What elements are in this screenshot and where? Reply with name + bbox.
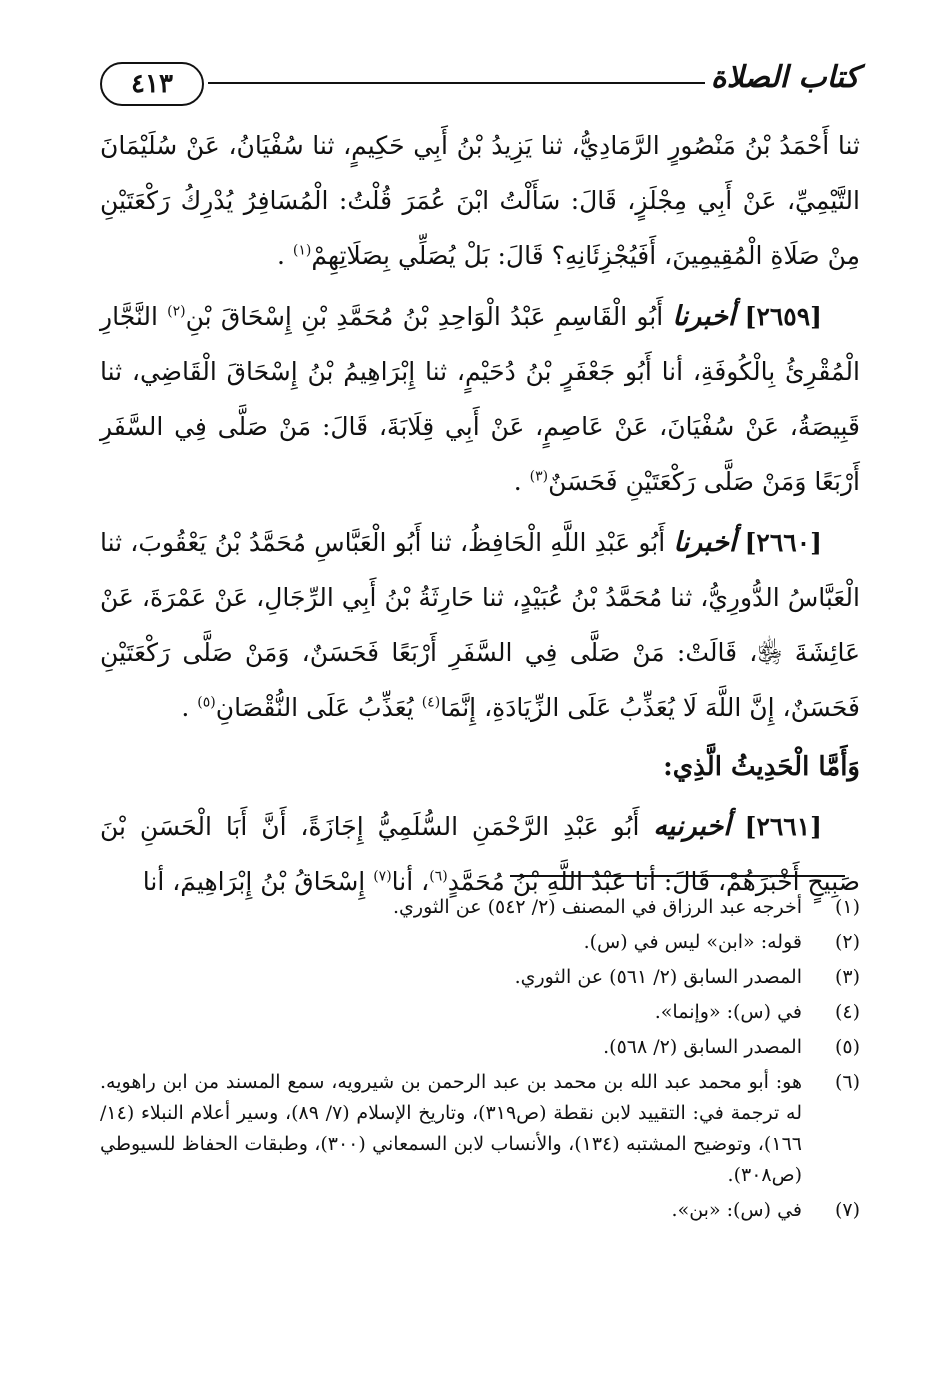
- page-number: ٤١٣: [100, 62, 204, 106]
- paragraph-text: ثنا أَحْمَدُ بْنُ مَنْصُورٍ الرَّمَادِيُّ، ثنا يَزِيدُ بْنُ أَبِي حَكِيمٍ، ثنا سُفْيَانُ، عَنْ سُلَيْمَانَ التَّيْمِيِّ، عَنْ أَبِي مِجْلَزٍ، قَالَ: سَأَلْتُ ابْنَ عُمَرَ قُلْتُ: الْمُسَافِرُ يُدْرِكُ رَكْعَتَيْنِ مِنْ صَلَاةِ الْمُقِيمِينَ، أَفَيُجْزِئَانِهِ؟ قَالَ: بَلْ يُصَلِّي بِصَلَاتِهِمْ: [100, 131, 860, 270]
- footnote-ref: (٢): [167, 303, 186, 320]
- footnote: [100, 1032, 860, 1063]
- paragraph-text: يُعَذِّبُ عَلَى النُّقْصَانِ: [215, 693, 414, 722]
- footnote-text: قوله: «ابن» ليس في (س).: [583, 931, 802, 953]
- footnote-text: هو: أبو محمد عبد الله بن محمد بن عبد الرحمن بن شيرويه، سمع المسند من ابن راهويه. له ترجمة في: التقييد لابن نقطة (ص٣١٩)، وتاريخ الإسلام (٧/ ٨٩)، وسير أعلام النبلاء (١٤/ ١٦٦)، وتوضيح المشتبه (١٣٤)، والأنساب لابن السمعاني (٣٠٠)، وطبقات الحفاظ للسيوطي (ص٣٠٨).: [100, 1071, 802, 1186]
- footnote-text: في (س): «وإنما».: [654, 1001, 802, 1023]
- hadith-number: [٢٦٥٩]: [744, 302, 823, 331]
- footnote-ref: (٥): [197, 694, 216, 711]
- paragraph-text: أَبُو عَبْدِ اللَّهِ الْحَافِظُ، ثنا أَبُو الْعَبَّاسِ مُحَمَّدُ بْنُ يَعْقُوبَ، ثنا الْعَبَّاسُ الدُّورِيُّ، ثنا مُحَمَّدُ بْنُ عُبَيْدٍ، ثنا حَارِثَةُ بْنُ أَبِي الرِّجَالِ، عَنْ عَمْرَةَ، عَنْ عَائِشَةَ ﵂، قَالَتْ: مَنْ صَلَّى فِي السَّفَرِ أَرْبَعًا فَحَسَنٌ، وَمَنْ صَلَّى رَكْعَتَيْنِ فَحَسَنٌ، إِنَّ اللَّهَ لَا يُعَذِّبُ عَلَى الزِّيَادَةِ، إِنَّمَا: [100, 528, 860, 722]
- transmission-formula: أخبرنا: [673, 527, 737, 558]
- section-heading: وَأَمَّا الْحَدِيثُ الَّذِي:: [663, 752, 860, 782]
- transmission-formula: أخبرنيه: [653, 811, 731, 842]
- footnote-number: (٥): [834, 1036, 860, 1058]
- footnote: [100, 892, 860, 923]
- running-title: كتاب الصلاة: [710, 60, 860, 95]
- hadith-number: [٢٦٦٠]: [744, 528, 822, 557]
- hadith-number: [٢٦٦١]: [744, 812, 823, 841]
- paragraph-continuation: ثنا أَحْمَدُ بْنُ مَنْصُورٍ الرَّمَادِيُّ، ثنا يَزِيدُ بْنُ أَبِي حَكِيمٍ، ثنا سُفْيَانُ، عَنْ سُلَيْمَانَ التَّيْمِيِّ، عَنْ أَبِي مِجْلَزٍ، قَالَ: سَأَلْتُ ابْنَ عُمَرَ قُلْتُ: الْمُسَافِرُ يُدْرِكُ رَكْعَتَيْنِ مِنْ صَلَاةِ الْمُقِيمِينَ، أَفَيُجْزِئَانِهِ؟ قَالَ: بَلْ يُصَلِّي بِصَلَاتِهِمْ$^{(١)}$ .: [100, 131, 860, 270]
- footnote: [100, 1067, 860, 1191]
- main-text: [100, 118, 860, 915]
- paragraph-text: إِسْحَاقُ بْنُ إِبْرَاهِيمَ، أنا: [142, 867, 366, 896]
- footnote-number: (٦): [834, 1071, 860, 1093]
- footnote-text: المصدر السابق (٢/ ٥٦١) عن الثوري.: [514, 966, 802, 988]
- paragraph-text: ، أنا: [391, 867, 430, 896]
- paragraph-text: النَّجَّارِ الْمُقْرِئُ بِالْكُوفَةِ، أنا أَبُو جَعْفَرٍ بْنُ دُحَيْمٍ، ثنا إِبْرَاهِيمُ بْنُ إِسْحَاقَ الْقَاضِي، ثنا قَبِيصَةُ، عَنْ سُفْيَانَ، عَنْ عَاصِمٍ، عَنْ أَبِي قِلَابَةَ، قَالَ: مَنْ صَلَّى فِي السَّفَرِ أَرْبَعًا وَمَنْ صَلَّى رَكْعَتَيْنِ فَحَسَنٌ: [100, 302, 860, 496]
- footnote-text: في (س): «بن».: [671, 1199, 802, 1221]
- footnote-divider: [510, 875, 845, 877]
- footnote-text: أخرجه عبد الرزاق في المصنف (٢/ ٥٤٢) عن الثوري.: [393, 896, 802, 918]
- hadith-2659: [٢٦٥٩] أخبرنا أَبُو الْقَاسِمِ عَبْدُ الْوَاحِدِ بْنُ مُحَمَّدِ بْنِ إِسْحَاقَ بْنِ$^{(٢)}$ النَّجَّارِ الْمُقْرِئُ بِالْكُوفَةِ، أنا أَبُو جَعْفَرٍ بْنُ دُحَيْمٍ، ثنا إِبْرَاهِيمُ بْنُ إِسْحَاقَ الْقَاضِي، ثنا قَبِيصَةُ، عَنْ سُفْيَانَ، عَنْ عَاصِمٍ، عَنْ أَبِي قِلَابَةَ، قَالَ: مَنْ صَلَّى فِي السَّفَرِ أَرْبَعًا وَمَنْ صَلَّى رَكْعَتَيْنِ فَحَسَنٌ$^{(٣)}$ .: [100, 301, 860, 496]
- footnote-number: (٢): [834, 931, 860, 953]
- footnote-number: (٧): [834, 1199, 860, 1221]
- footnote: [100, 927, 860, 958]
- paragraph-text: أَبُو عَبْدِ الرَّحْمَنِ السُّلَمِيُّ إِجَازَةً، أَنَّ أَبَا الْحَسَنِ بْنَ صَبِيحٍ أَخْبَرَهُمْ، قَالَ: أنا عَبْدُ اللَّهِ بْنُ مُحَمَّدٍ: [100, 812, 860, 896]
- footnote-ref: (١): [292, 242, 312, 259]
- footnote-number: (٣): [834, 966, 860, 988]
- footnote-ref: (٧): [373, 868, 392, 885]
- transmission-formula: أخبرنا: [672, 301, 736, 332]
- footnote-number: (٤): [834, 1001, 860, 1023]
- footnote-ref: (٣): [529, 468, 549, 485]
- hadith-2660: [٢٦٦٠] أخبرنا أَبُو عَبْدِ اللَّهِ الْحَافِظُ، ثنا أَبُو الْعَبَّاسِ مُحَمَّدُ بْنُ يَعْقُوبَ، ثنا الْعَبَّاسُ الدُّورِيُّ، ثنا مُحَمَّدُ بْنُ عُبَيْدٍ، ثنا حَارِثَةُ بْنُ أَبِي الرِّجَالِ، عَنْ عَمْرَةَ، عَنْ عَائِشَةَ ﵂، قَالَتْ: مَنْ صَلَّى فِي السَّفَرِ أَرْبَعًا فَحَسَنٌ، وَمَنْ صَلَّى رَكْعَتَيْنِ فَحَسَنٌ، إِنَّ اللَّهَ لَا يُعَذِّبُ عَلَى الزِّيَادَةِ، إِنَّمَا$^{(٤)}$ يُعَذِّبُ عَلَى النُّقْصَانِ$^{(٥)}$ .: [100, 527, 860, 722]
- footnotes: [100, 892, 860, 1230]
- footnote-number: (١): [834, 896, 860, 918]
- footnote: [100, 1195, 860, 1226]
- header-rule: [208, 82, 705, 84]
- footnote: [100, 997, 860, 1028]
- footnote-ref: (٤): [421, 694, 441, 711]
- footnote-ref: (٦): [429, 868, 448, 885]
- page-header: [100, 62, 860, 112]
- footnote: [100, 962, 860, 993]
- paragraph-text: أَبُو الْقَاسِمِ عَبْدُ الْوَاحِدِ بْنُ مُحَمَّدِ بْنِ إِسْحَاقَ بْنِ: [185, 302, 664, 331]
- footnote-text: المصدر السابق (٢/ ٥٦٨).: [603, 1036, 802, 1058]
